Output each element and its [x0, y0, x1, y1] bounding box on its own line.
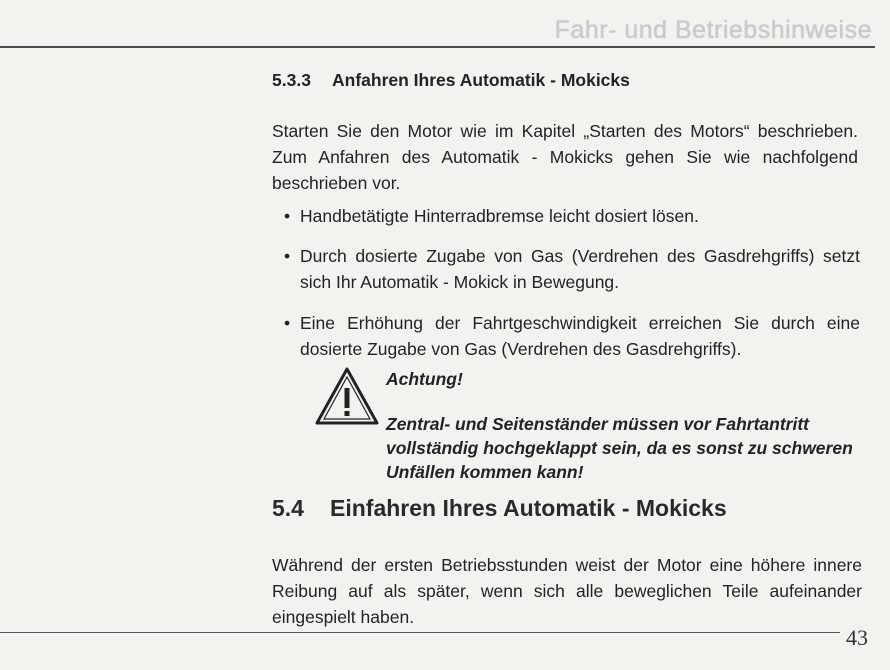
header-divider — [0, 46, 875, 48]
section-5-3-3-heading — [272, 70, 630, 91]
bullet-symbol: • — [284, 246, 291, 266]
section-5-4-heading — [272, 495, 727, 522]
footer-divider — [0, 632, 840, 633]
warning-triangle-icon — [314, 366, 380, 426]
section-number: 5.3.3 — [272, 70, 311, 90]
page-number: 43 — [846, 625, 868, 650]
bullet-text: Eine Erhöhung der Fahrtgeschwindigkeit erreichen Sie durch eine dosierte Zugabe von Gas (Verdrehen des Gasdrehgriffs). — [300, 313, 860, 359]
bullet-symbol: • — [284, 313, 291, 333]
bullet-item — [284, 243, 860, 295]
section-title: Anfahren Ihres Automatik - Mokicks — [332, 70, 630, 90]
bullet-text: Handbetätigte Hinterradbremse leicht dosiert lösen. — [300, 206, 699, 226]
bullet-symbol: • — [284, 206, 291, 226]
section-number: 5.4 — [272, 495, 304, 521]
running-header: Fahr- und Betriebshinweise — [554, 16, 872, 44]
intro-paragraph: Starten Sie den Motor wie im Kapitel „Starten des Motors“ beschrieben. Zum Anfahren des Automatik - Mokicks gehen Sie wie nachfolgend beschrieben vor. — [272, 121, 858, 193]
bullet-item — [284, 203, 860, 229]
section-title: Einfahren Ihres Automatik - Mokicks — [330, 495, 727, 521]
bullet-item — [284, 310, 860, 362]
bullet-text: Durch dosierte Zugabe von Gas (Verdrehen des Gasdrehgriffs) setzt sich Ihr Automatik - Mokick in Bewegung. — [300, 246, 860, 292]
warning-text: Zentral- und Seitenständer müssen vor Fahrtantritt vollständig hochgeklappt sein, da es sonst zu schweren Unfällen kommen kann! — [386, 414, 853, 482]
warning-title: Achtung! — [386, 369, 463, 389]
break-in-paragraph: Während der ersten Betriebsstunden weist der Motor eine höhere innere Reibung auf als später, wenn sich alle beweglichen Teile aufeinander eingespielt haben. — [272, 555, 862, 627]
